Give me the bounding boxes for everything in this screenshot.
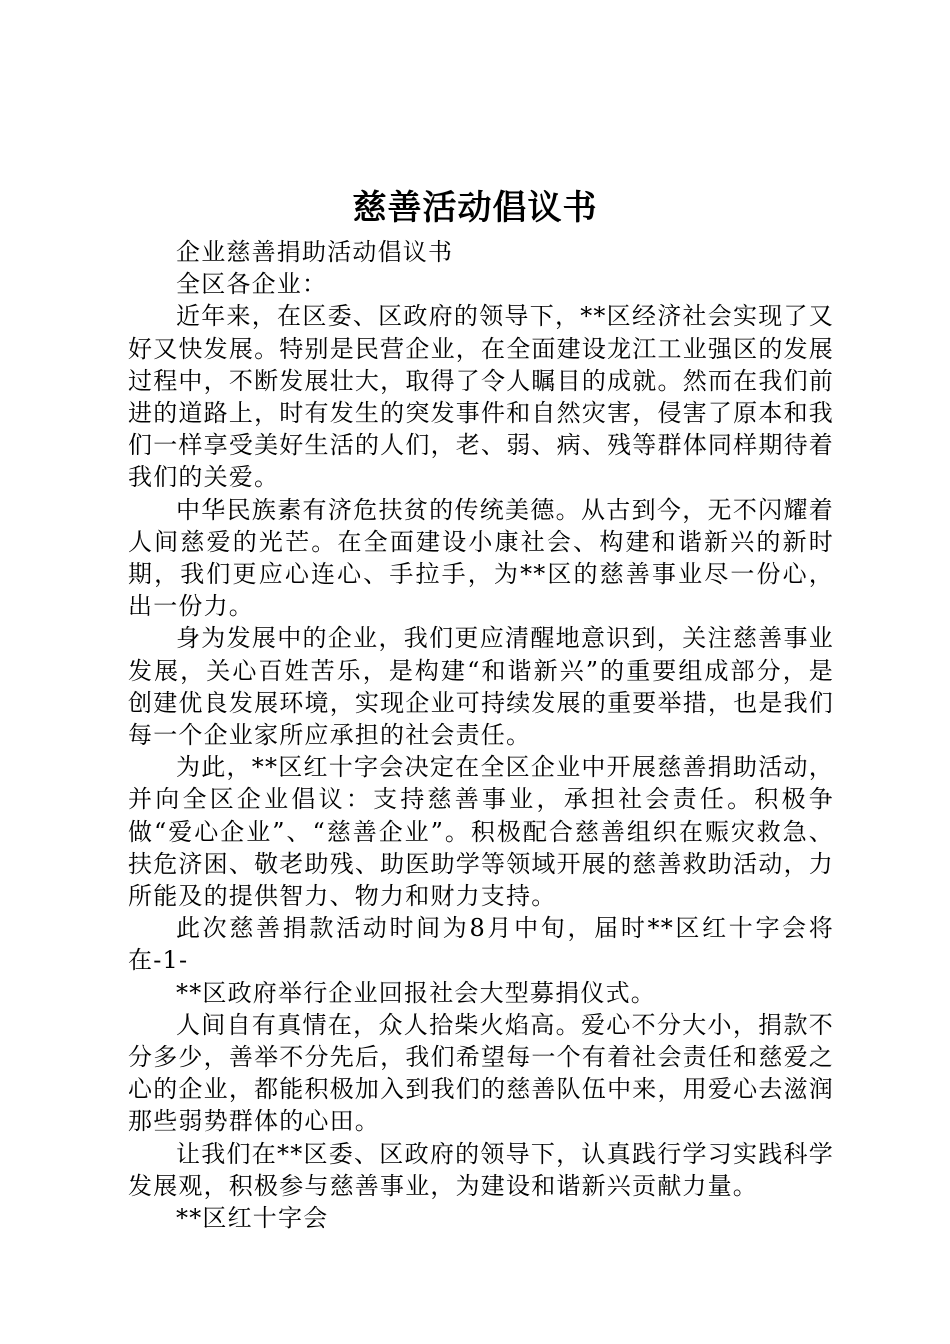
salutation: 全区各企业： xyxy=(176,270,328,299)
document-body xyxy=(128,236,834,1234)
paragraph-5: 此次慈善捐款活动时间为8月中旬，届时**区红十字会将在-1- xyxy=(128,914,834,975)
paragraph-8: 让我们在**区委、区政府的领导下，认真践行学习实践科学发展观，积极参与慈善事业，为建设和谐新兴贡献力量。 xyxy=(128,1139,834,1200)
document-title: 慈善活动倡议书 xyxy=(352,188,598,228)
paragraph-7: 人间自有真情在，众人拾柴火焰高。爱心不分大小，捐款不分多少，善举不分先后，我们希望每一个有着社会责任和慈爱之心的企业，都能积极加入到我们的慈善队伍中来，用爱心去滋润那些弱势群体的心田。 xyxy=(128,1010,834,1136)
paragraph-2: 中华民族素有济危扶贫的传统美德。从古到今，无不闪耀着人间慈爱的光芒。在全面建设小康社会、构建和谐新兴的新时期，我们更应心连心、手拉手，为**区的慈善事业尽一份心，出一份力。 xyxy=(128,495,834,621)
paragraph-6: **区政府举行企业回报社会大型募捐仪式。 xyxy=(176,978,656,1007)
signature: **区红十字会 xyxy=(176,1204,329,1233)
paragraph-3: 身为发展中的企业，我们更应清醒地意识到，关注慈善事业发展，关心百姓苦乐，是构建“和谐新兴”的重要组成部分，是创建优良发展环境，实现企业可持续发展的重要举措，也是我们每一个企业家所应承担的社会责任。 xyxy=(128,624,834,750)
paragraph-1: 近年来，在区委、区政府的领导下，**区经济社会实现了又好又快发展。特别是民营企业，在全面建设龙江工业强区的发展过程中，不断发展壮大，取得了令人瞩目的成就。然而在我们前进的道路上，时有发生的突发事件和自然灾害，侵害了原本和我们一样享受美好生活的人们，老、弱、病、残等群体同样期待着我们的关爱。 xyxy=(128,302,834,492)
paragraph-4: 为此，**区红十字会决定在全区企业中开展慈善捐助活动，并向全区企业倡议：支持慈善事业，承担社会责任。积极争做“爱心企业”、“慈善企业”。积极配合慈善组织在赈灾救急、扶危济困、敬老助残、助医助学等领域开展的慈善救助活动，力所能及的提供智力、物力和财力支持。 xyxy=(128,753,834,911)
document-subtitle: 企业慈善捐助活动倡议书 xyxy=(176,238,454,266)
